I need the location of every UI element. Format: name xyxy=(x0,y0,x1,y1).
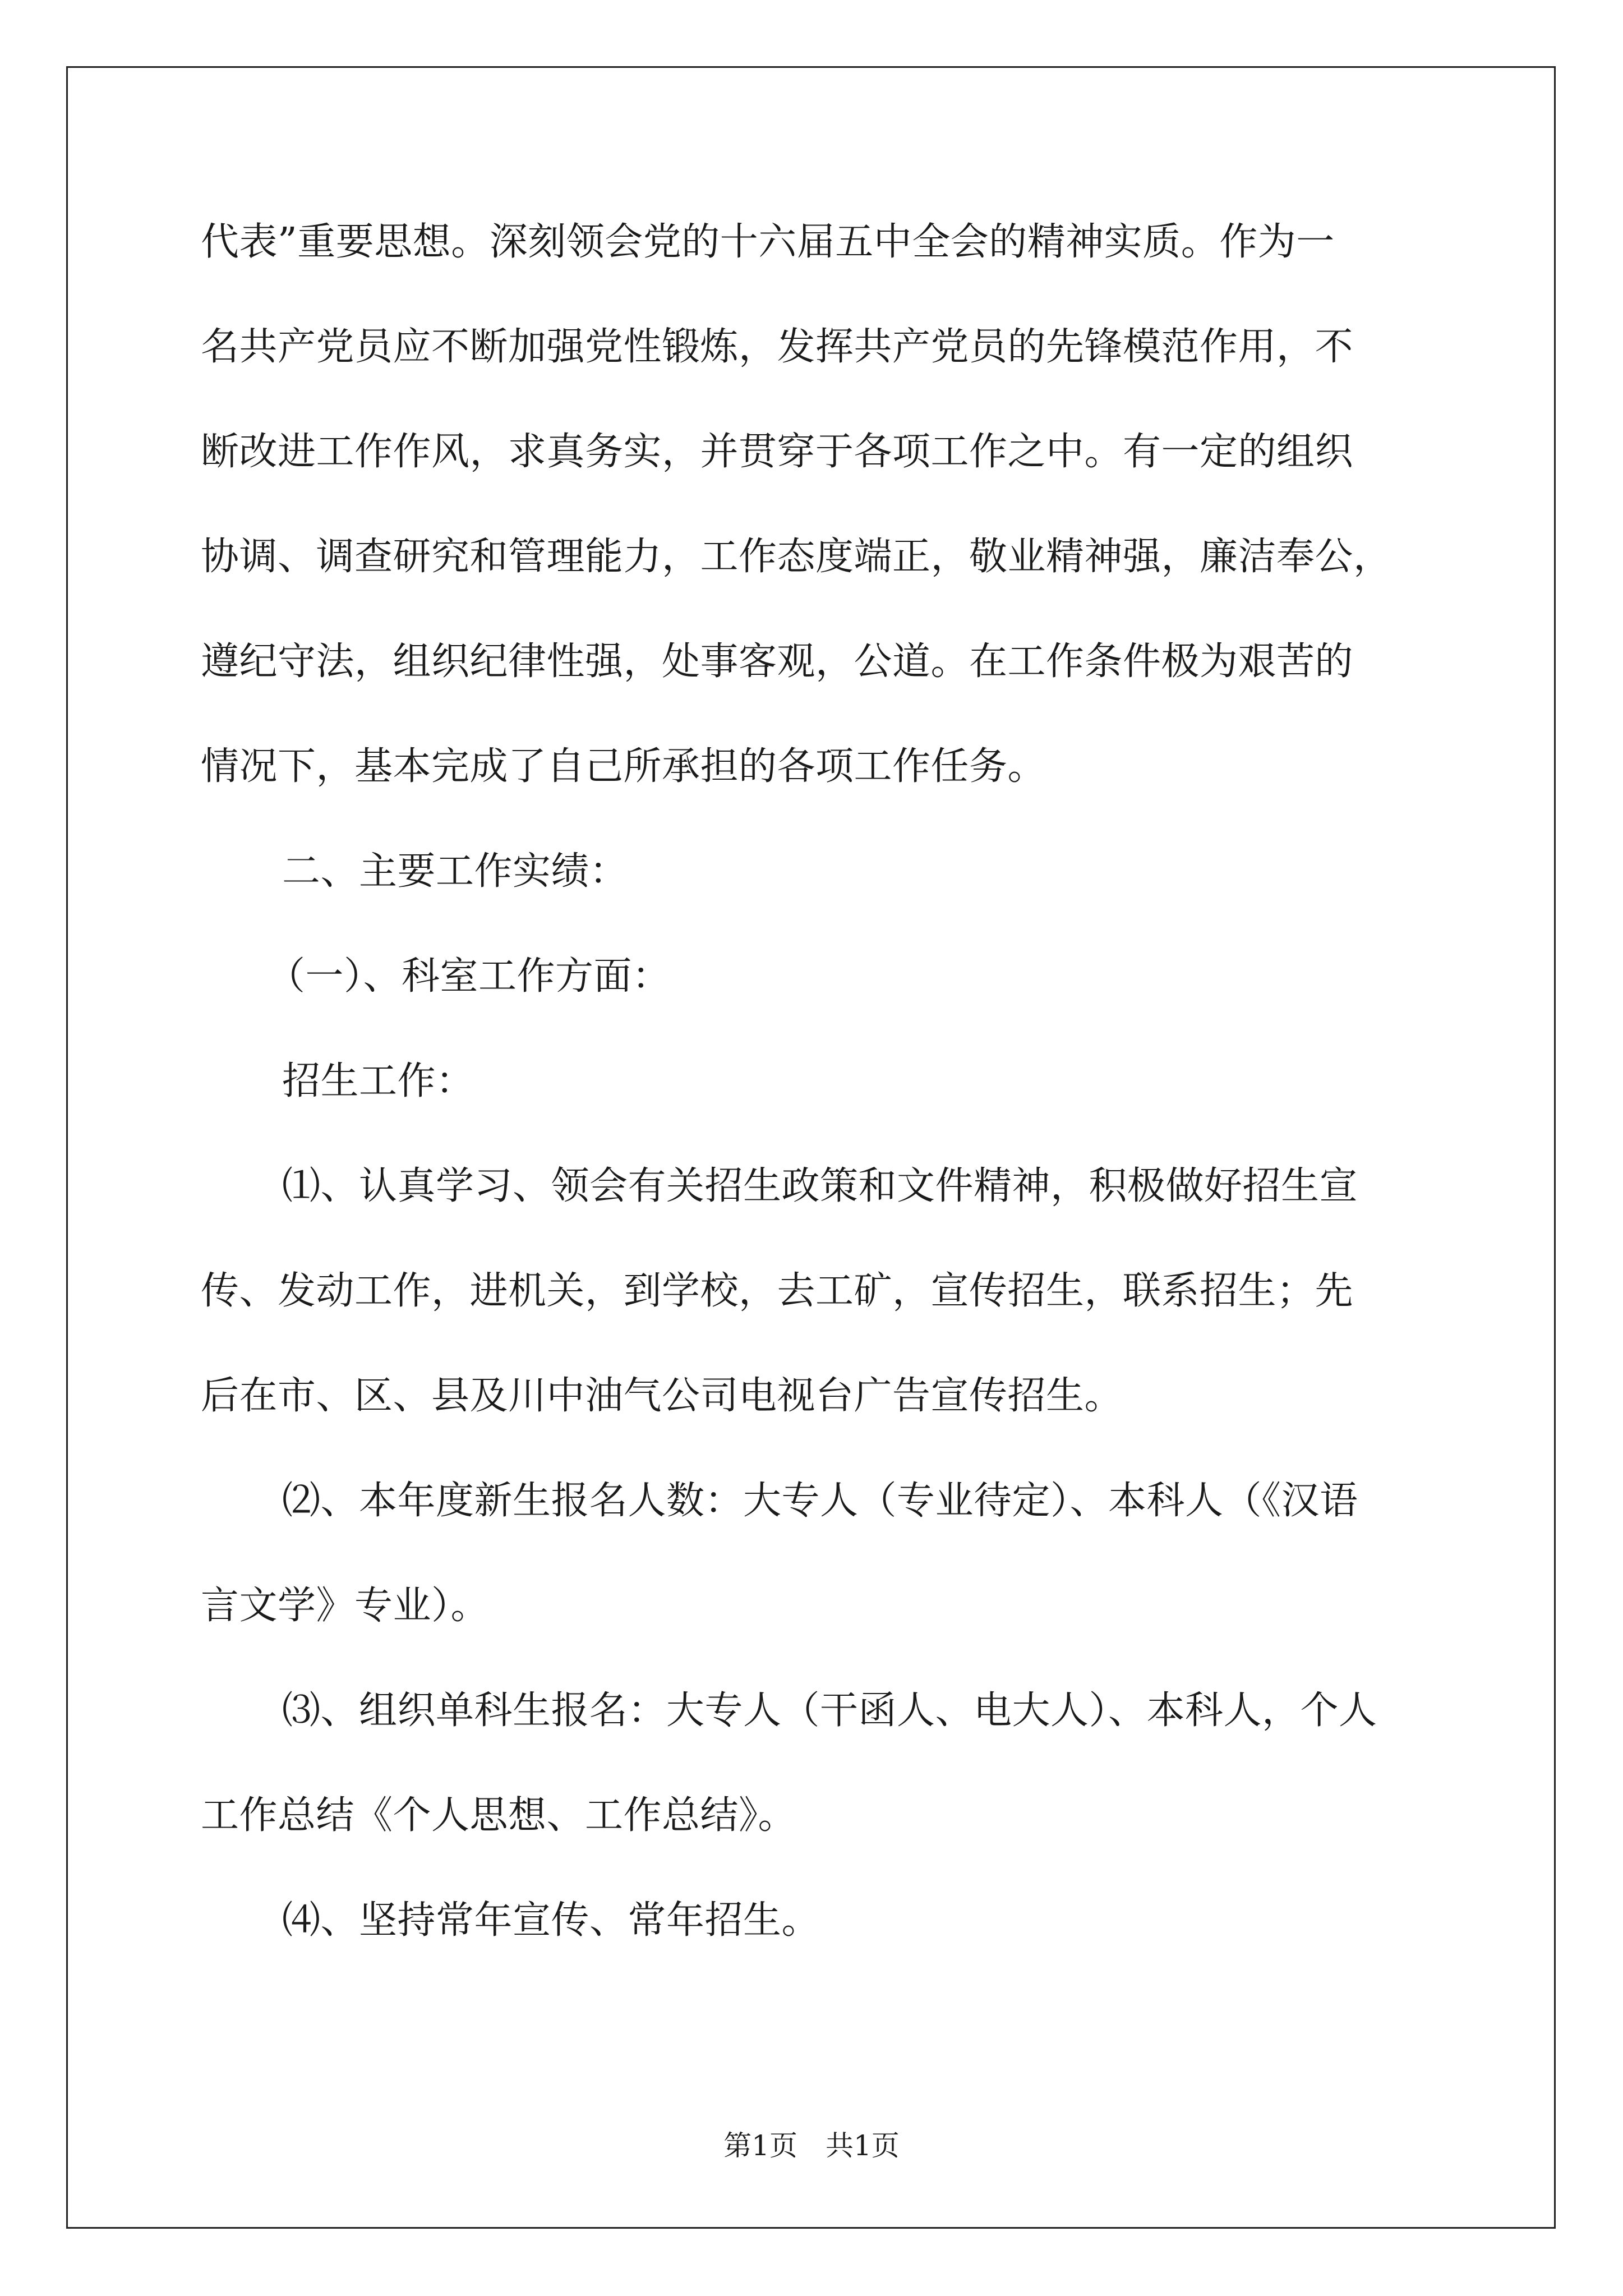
subsection-heading-1: （一）、科室工作方面： xyxy=(267,954,671,999)
text-line-2: 名共产党员应不断加强党性锻炼，发挥共产党员的先锋模范作用，不 xyxy=(201,325,1354,369)
list-item-1-line-1: ⑴、认真学习、领会有关招生政策和文件精神，积极做好招生宣 xyxy=(282,1164,1358,1208)
text-line-5: 遵纪守法，组织纪律性强，处事客观，公道。在工作条件极为艰苦的 xyxy=(201,639,1354,684)
text-line-6: 情况下，基本完成了自己所承担的各项工作任务。 xyxy=(201,744,1046,789)
list-item-2-line-1: ⑵、本年度新生报名人数：大专人（专业待定）、本科人（《汉语 xyxy=(282,1479,1358,1523)
topic-heading-enrollment: 招生工作： xyxy=(282,1059,474,1103)
text-line-1: 代表”重要思想。深刻领会党的十六届五中全会的精神实质。作为一 xyxy=(201,220,1335,264)
list-item-1-line-3: 后在市、区、县及川中油气公司电视台广告宣传招生。 xyxy=(201,1374,1123,1418)
text-line-4: 协调、调查研究和管理能力，工作态度端正，敬业精神强，廉洁奉公， xyxy=(201,535,1392,579)
text-line-3: 断改进工作作风，求真务实，并贯穿于各项工作之中。有一定的组织 xyxy=(201,430,1354,474)
list-item-3-line-2: 工作总结《个人思想、工作总结》。 xyxy=(201,1793,797,1838)
list-item-4-line-1: ⑷、坚持常年宣传、常年招生。 xyxy=(282,1898,820,1943)
list-item-2-line-2: 言文学》专业）。 xyxy=(201,1584,490,1628)
list-item-3-line-1: ⑶、组织单科生报名：大专人（干函人、电大人）、本科人，个人 xyxy=(282,1688,1377,1733)
section-heading-2: 二、主要工作实绩： xyxy=(282,849,628,894)
list-item-1-line-2: 传、发动工作，进机关，到学校，去工矿，宣传招生，联系招生；先 xyxy=(201,1269,1354,1313)
page-footer: 第1页 共1页 xyxy=(723,2129,900,2162)
